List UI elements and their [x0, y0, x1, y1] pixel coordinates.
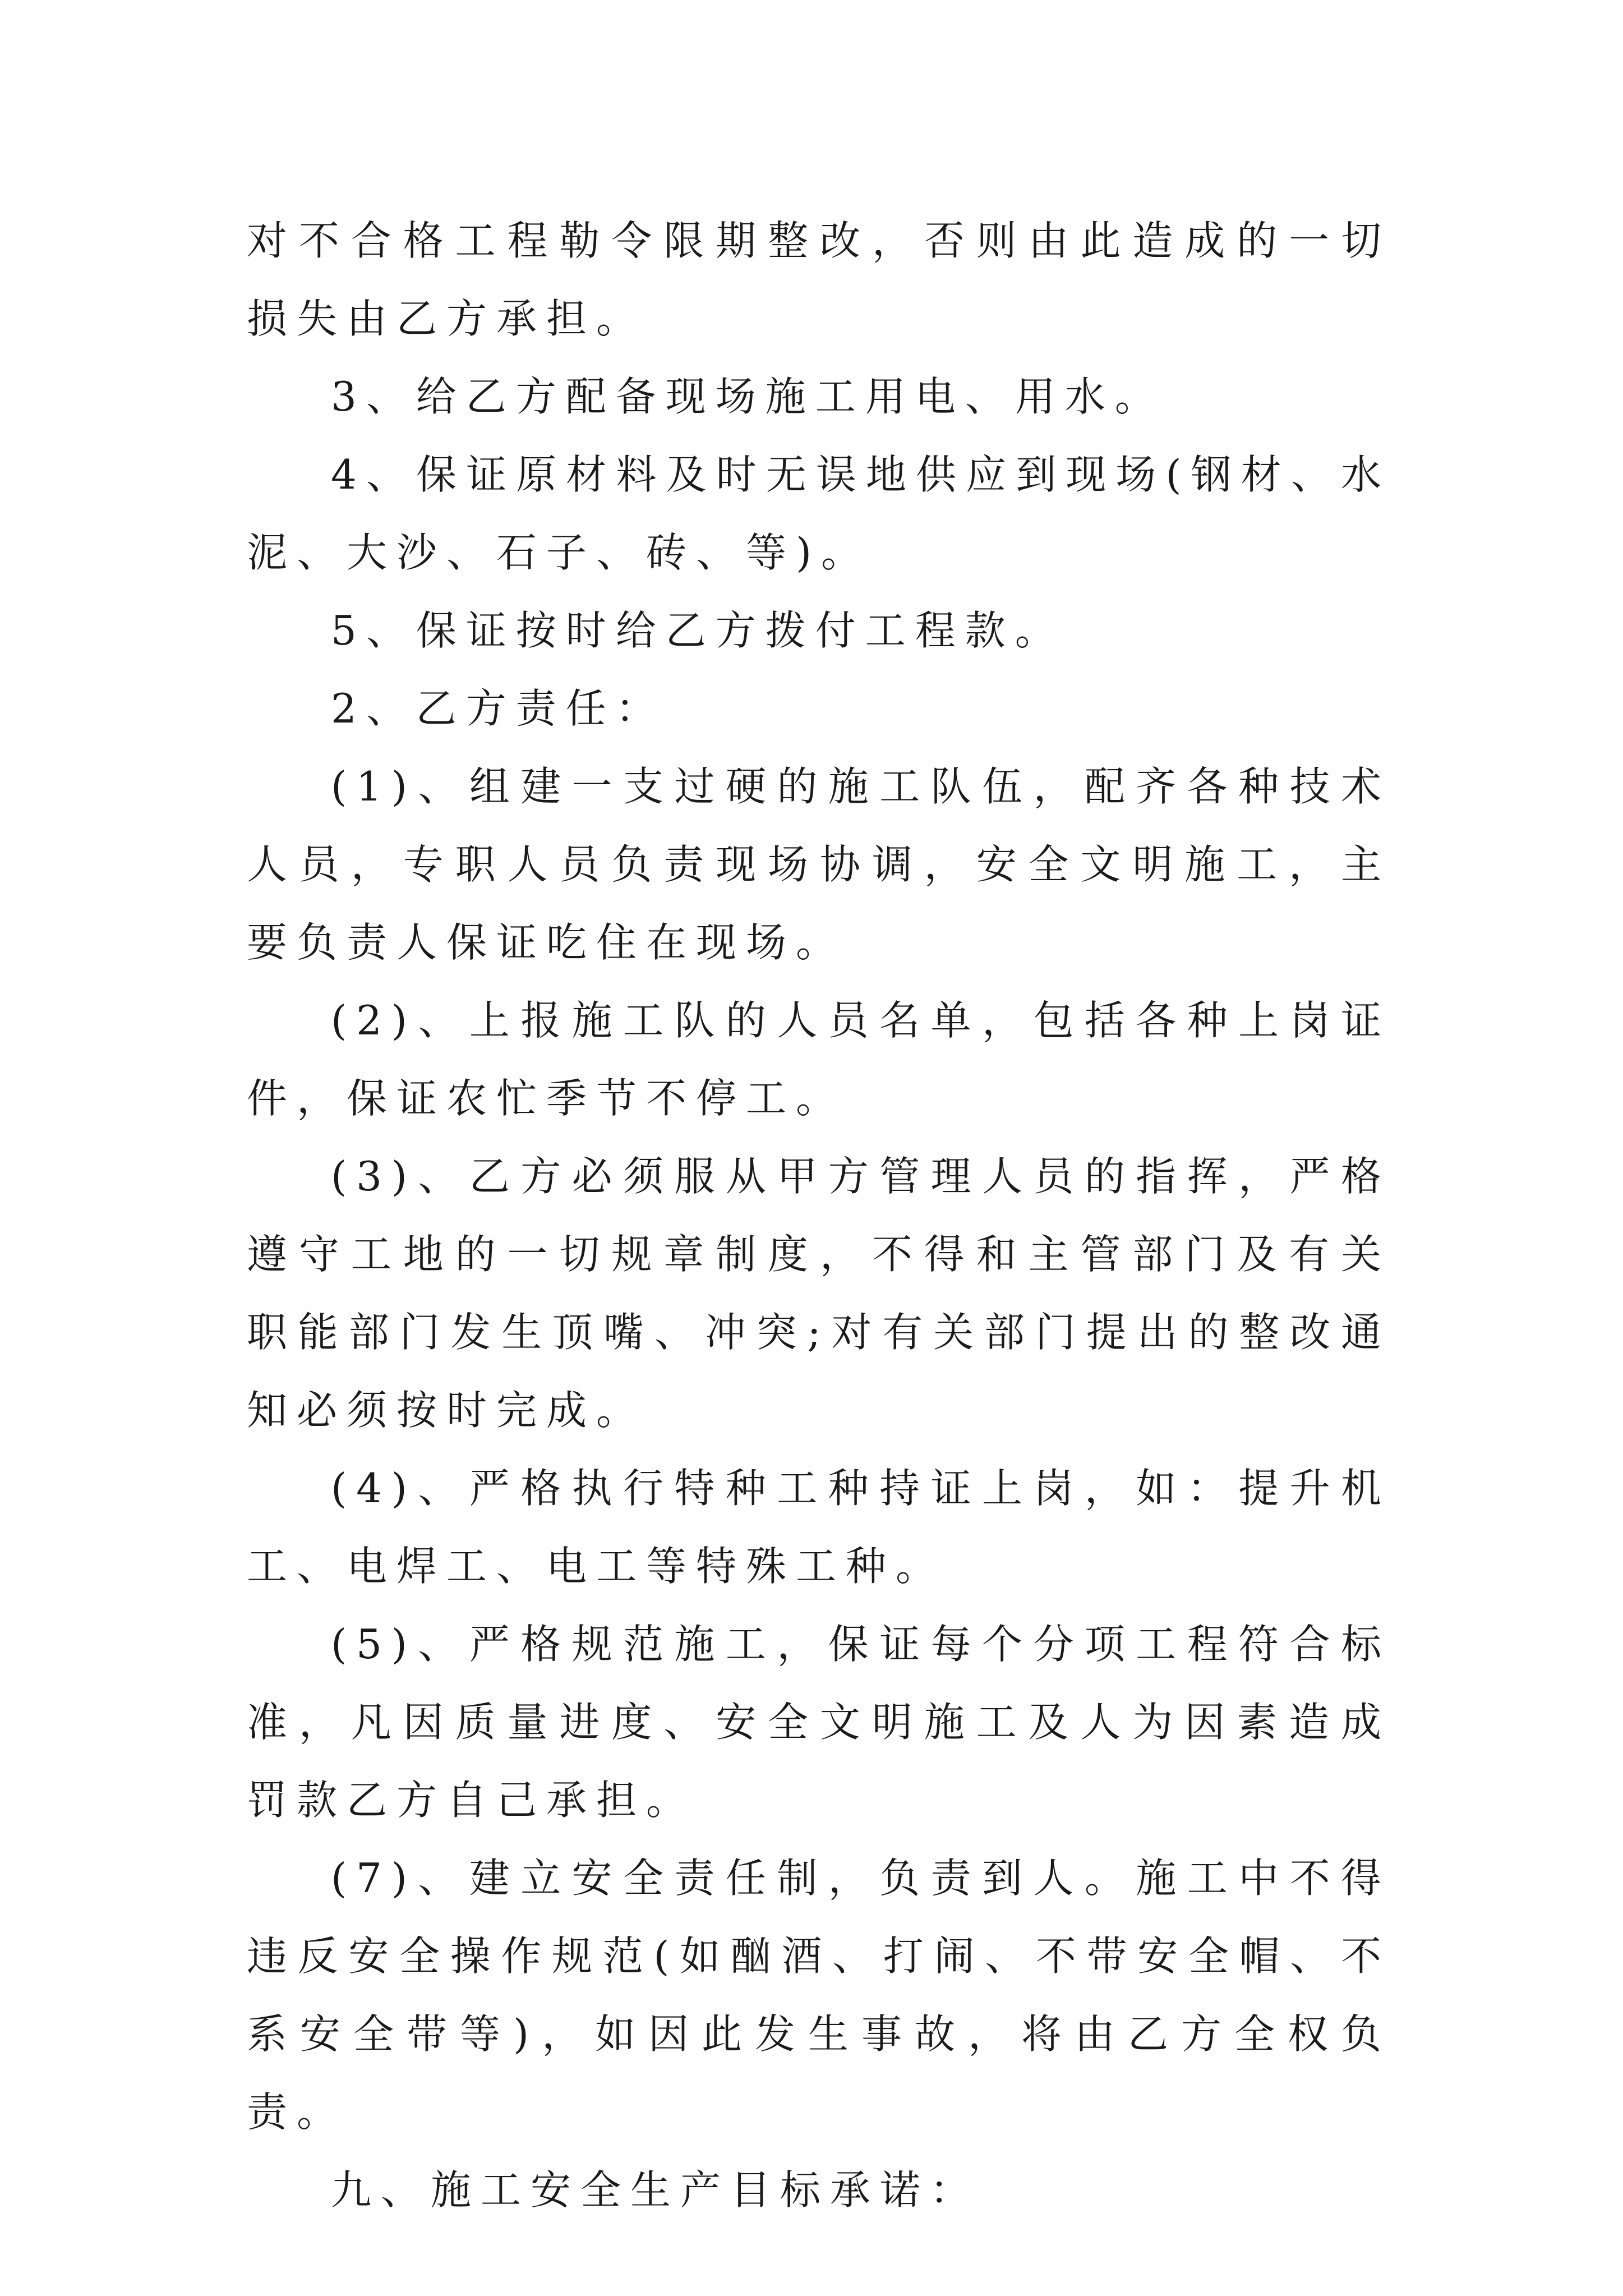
paragraph-continuation: 对不合格工程勒令限期整改，否则由此造成的一切损失由乙方承担。 [247, 217, 1391, 342]
paragraph-b-item-5: (5)、严格规范施工，保证每个分项工程符合标准，凡因质量进度、安全文明施工及人为因素造成罚款乙方自己承担。 [247, 1621, 1391, 1824]
paragraph-b-item-1: (1)、组建一支过硬的施工队伍，配齐各种技术人员，专职人员负责现场协调，安全文明施工，主要负责人保证吃住在现场。 [247, 763, 1391, 966]
paragraph-b-item-2: (2)、上报施工队的人员名单，包括各种上岗证件，保证农忙季节不停工。 [247, 997, 1391, 1122]
document-body [247, 202, 1391, 2229]
paragraph-b-item-4: (4)、严格执行特种工种持证上岗，如：提升机工、电焊工、电工等特殊工种。 [247, 1465, 1391, 1590]
section-heading-party-b-responsibilities: 2、乙方责任： [331, 685, 666, 732]
paragraph-item-5-payment: 5、保证按时给乙方拨付工程款。 [331, 607, 1065, 654]
section-heading-safety-commitment: 九、施工安全生产目标承诺： [331, 2166, 980, 2214]
paragraph-b-item-7: (7)、建立安全责任制，负责到人。施工中不得违反安全操作规范(如酗酒、打闹、不带安全帽、不系安全带等)，如因此发生事故，将由乙方全权负责。 [247, 1855, 1391, 2136]
paragraph-item-4-materials: 4、保证原材料及时无误地供应到现场(钢材、水泥、大沙、石子、砖、等)。 [247, 451, 1391, 576]
paragraph-b-item-3: (3)、乙方必须服从甲方管理人员的指挥，严格遵守工地的一切规章制度，不得和主管部门及有关职能部门发生顶嘴、冲突;对有关部门提出的整改通知必须按时完成。 [247, 1153, 1391, 1434]
paragraph-item-3-power-water: 3、给乙方配备现场施工用电、用水。 [331, 373, 1165, 420]
